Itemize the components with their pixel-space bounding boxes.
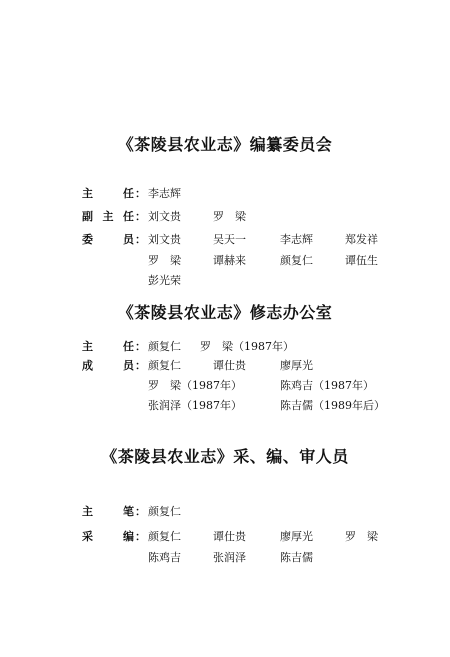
office-chief-role: 主 任 [82,340,134,353]
office-member-name-6: 张润泽（1987年） [148,399,242,412]
committee-deputy-name-1: 刘文贵 [148,210,181,223]
committee-member-name-6: 谭赫来 [213,254,246,267]
colon: ： [135,340,146,353]
editors-member-name-6: 张润泽 [213,551,246,564]
committee-title: 《茶陵县农业志》编纂委员会 [117,135,333,154]
editors-member-name-5: 陈鸡吉 [148,551,181,564]
colon: ： [135,233,146,246]
committee-member-name-2: 吴天一 [213,233,246,246]
committee-member-name-5: 罗 梁 [148,254,181,267]
committee-chief-name-1: 李志辉 [148,187,181,200]
colon: ： [135,530,146,543]
office-member-role: 成 员 [82,359,134,372]
editors-member-name-7: 陈吉儒 [280,551,313,564]
committee-member-name-7: 颜复仁 [280,254,313,267]
committee-member-name-4: 郑发祥 [345,233,378,246]
office-member-name-3: 廖厚光 [280,359,313,372]
editors-chief-role: 主 笔 [82,505,134,518]
office-member-name-4: 罗 梁（1987年） [148,379,242,392]
editors-member-name-3: 廖厚光 [280,530,313,543]
editors-chief-name-1: 颜复仁 [148,505,181,518]
colon: ： [135,187,146,200]
committee-deputy-role: 副主任 [82,210,134,223]
colon: ： [135,359,146,372]
office-member-name-5: 陈鸡吉（1987年） [280,379,374,392]
editors-member-name-2: 谭仕贵 [213,530,246,543]
editors-member-role: 采 编 [82,530,134,543]
committee-member-name-3: 李志辉 [280,233,313,246]
committee-member-name-9: 彭光荣 [148,274,181,287]
editors-title: 《茶陵县农业志》采、编、审人员 [101,447,349,466]
office-member-name-2: 谭仕贵 [213,359,246,372]
office-member-name-7: 陈吉儒（1989年后） [280,399,385,412]
office-chief-name-1: 颜复仁 [148,340,181,353]
colon: ： [135,210,146,223]
colon: ： [135,505,146,518]
office-member-name-1: 颜复仁 [148,359,181,372]
editors-member-name-1: 颜复仁 [148,530,181,543]
committee-member-role: 委 员 [82,233,134,246]
office-chief-name-2: 罗 梁（1987年） [200,340,294,353]
committee-chief-role: 主 任 [82,187,134,200]
editors-member-name-4: 罗 梁 [345,530,378,543]
office-title: 《茶陵县农业志》修志办公室 [117,303,333,322]
committee-member-name-1: 刘文贵 [148,233,181,246]
committee-deputy-name-2: 罗 梁 [213,210,246,223]
committee-member-name-8: 谭伍生 [345,254,378,267]
